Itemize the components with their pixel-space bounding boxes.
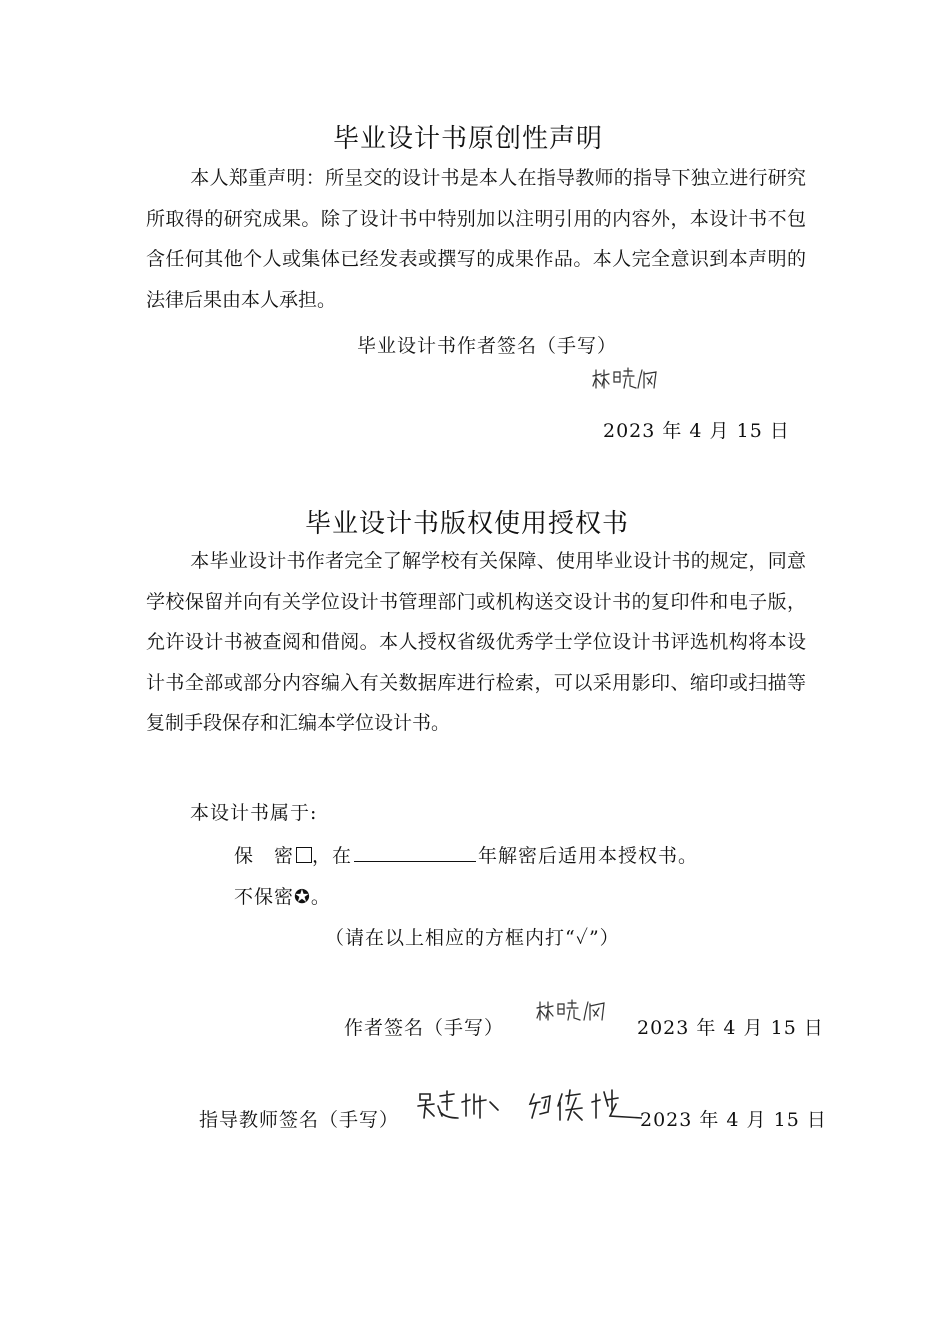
not-confidential-mark[interactable]: ✪。 [294, 886, 331, 908]
author-date: 2023 年 4 月 15 日 [637, 1017, 824, 1039]
check-instruction: （请在以上相应的方框内打“✓”） [325, 927, 620, 949]
confidential-suffix: 年解密后适用本授权书。 [478, 845, 699, 867]
unseal-year-blank[interactable] [354, 843, 476, 862]
declaration-signature [592, 364, 664, 394]
declaration-body-text: 本人郑重声明：所呈交的设计书是本人在指导教师的指导下独立进行研究所取得的研究成果。除了设计书中特别加以注明引用的内容外，本设计书不包含任何其他个人或集体已经发表或撰写的成果作品。本人完全意识到本声明的法律后果由本人承担。 [146, 167, 806, 311]
confidential-label: 保 密 [234, 845, 295, 867]
author-signature-label: 作者签名（手写） [344, 1017, 505, 1039]
declaration-signature-label: 毕业设计书作者签名（手写） [357, 335, 618, 357]
confidential-row [234, 841, 698, 868]
authorization-body [146, 541, 806, 744]
authorization-title: 毕业设计书版权使用授权书 [305, 509, 630, 539]
declaration-title: 毕业设计书原创性声明 [333, 124, 604, 154]
advisor-date: 2023 年 4 月 15 日 [640, 1109, 827, 1131]
advisor-signature-2 [526, 1086, 642, 1126]
author-signature [536, 996, 612, 1026]
confidential-checkbox[interactable] [296, 847, 312, 863]
belongs-label: 本设计书属于: [190, 802, 318, 824]
declaration-body [146, 158, 806, 320]
advisor-signature-1 [414, 1088, 514, 1124]
advisor-signature-label: 指导教师签名（手写） [199, 1109, 400, 1131]
confidential-mid: ，在 [312, 845, 353, 867]
authorization-body-text: 本毕业设计书作者完全了解学校有关保障、使用毕业设计书的规定，同意学校保留并向有关学位设计书管理部门或机构送交设计书的复印件和电子版，允许设计书被查阅和借阅。本人授权省级优秀学士学位设计书评选机构将本设计书全部或部分内容编入有关数据库进行检索，可以采用影印、缩印或扫描等复制手段保存和汇编本学位设计书。 [146, 550, 806, 734]
not-confidential-row [234, 882, 331, 909]
not-confidential-label: 不保密 [234, 886, 295, 908]
declaration-date: 2023 年 4 月 15 日 [603, 420, 790, 442]
